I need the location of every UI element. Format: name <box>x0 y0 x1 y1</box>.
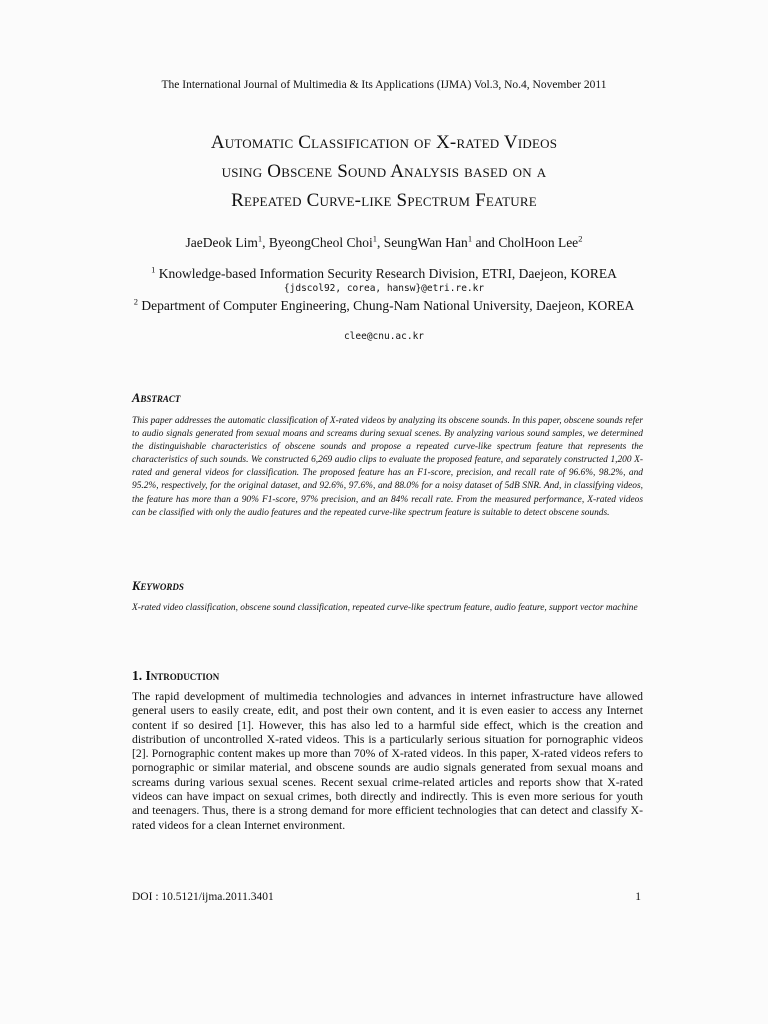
author-affiliation-mark: 1 <box>467 233 473 244</box>
author-affiliation-mark: 1 <box>257 233 263 244</box>
author-separator: , <box>262 235 269 250</box>
affiliation-mark: 1 <box>151 264 156 275</box>
introduction-body: The rapid development of multimedia technologies and advances in internet infrastructure have allowed general users to easily create, edit, and post their own content, and it is even easier to access any Internet content if so desired [1]. However, this has also led to a harmful side effect, which is the creation and distribution of uncontrolled X-rated videos. This is a particularly serious situation for pornographic videos [2]. Pornographic content makes up more than 70% of X-rated videos. In this paper, X-rated videos refers to pornographic or similar material, and obscene sounds are audio signals generated from sexual moans and screams during various sexual scenes. Recent sexual crime-related articles and reports show that X-rated videos can have impact on sexual crimes, both directly and indirectly. This is even more serious for youth and teenagers. Thus, there is a strong demand for more efficient technologies that can detect and classify X-rated videos for a clean Internet environment. <box>132 690 643 832</box>
author-name: CholHoon Lee <box>498 235 579 250</box>
abstract-heading: Abstract <box>132 391 181 405</box>
abstract-body: This paper addresses the automatic classification of X-rated videos by analyzing its obscene sounds. In this paper, obscene sounds refer to audio signals generated from sexual moans and screams during sexual scenes. By analyzing various sound samples, we determined the distinguishable characteristics of obscene sounds and propose a repeated curve-like spectrum feature that represents the characteristics of such sounds. We constructed 6,269 audio clips to evaluate the proposed feature, and separately constructed 1,200 X-rated and general videos for classification. The proposed feature has an F1-score, precision, and recall rate of 96.6%, 98.2%, and 95.2%, respectively, for the original dataset, and 92.6%, 97.6%, and 88.0% for a noisy dataset of 5dB SNR. And, in classifying videos, the feature has more than a 90% F1-score, 97% precision, and an 84% recall rate. From the measured performance, X-rated videos can be classified with only the audio features and the repeated curve-like spectrum feature is suitable to detect obscene sounds. <box>132 416 643 518</box>
keywords-body: X-rated video classification, obscene sound classification, repeated curve-like spectrum feature, audio feature, support vector machine <box>132 603 638 613</box>
author-separator: , <box>377 235 384 250</box>
author-name: JaeDeok Lim <box>185 235 258 250</box>
title-line-3: Repeated Curve-like Spectrum Feature <box>231 190 537 211</box>
affiliation-2 <box>80 298 688 314</box>
paper-title <box>60 128 708 215</box>
email-2: clee@cnu.ac.kr <box>343 331 425 342</box>
affiliation-text: Department of Computer Engineering, Chung-Nam National University, Daejeon, KOREA <box>141 298 635 313</box>
author-affiliation-mark: 2 <box>578 233 583 244</box>
page-number: 1 <box>635 891 641 903</box>
email-1: {jdscol92, corea, hansw}@etri.re.kr <box>283 283 485 294</box>
author-name: SeungWan Han <box>383 235 468 250</box>
journal-header: The International Journal of Multimedia & Its Applications (IJMA) Vol.3, No.4, November 2011 <box>161 79 607 91</box>
title-line-1: Automatic Classification of X-rated Videos <box>210 132 558 153</box>
author-separator: and <box>472 235 499 250</box>
author-affiliation-mark: 1 <box>372 233 378 244</box>
author-list <box>0 235 768 251</box>
author-name: ByeongCheol Choi <box>268 235 373 250</box>
affiliation-text: Knowledge-based Information Security Research Division, ETRI, Daejeon, KOREA <box>158 266 617 281</box>
doi-footer: DOI : 10.5121/ijma.2011.3401 <box>132 891 274 903</box>
title-line-2: using Obscene Sound Analysis based on a <box>221 161 547 182</box>
keywords-heading: Keywords <box>132 579 184 593</box>
affiliation-1 <box>80 266 688 282</box>
introduction-heading: 1. Introduction <box>132 668 220 683</box>
affiliation-mark: 2 <box>133 296 138 307</box>
